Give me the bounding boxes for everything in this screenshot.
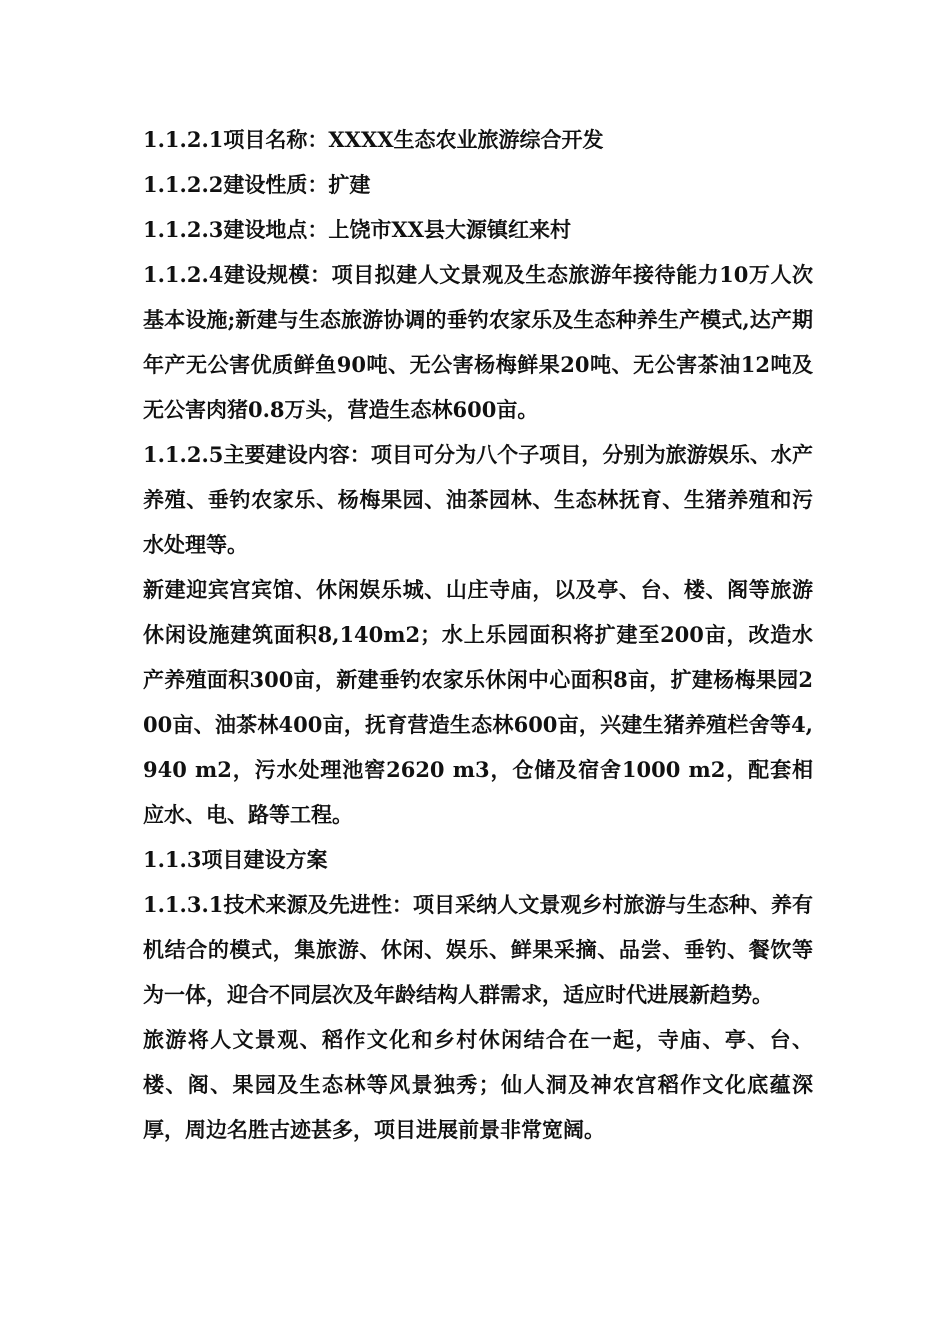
paragraph-project-name: 1.1.2.1项目名称：XXXX生态农业旅游综合开发: [143, 127, 604, 152]
paragraph-construction-nature: 1.1.2.2建设性质：扩建: [143, 172, 371, 197]
paragraph-technology-source: 1.1.3.1技术来源及先进性：项目采纳人文景观乡村旅游与生态种、养有机结合的模式，集旅游、休闲、娱乐、鲜果采摘、品尝、垂钓、餐饮等为一体，迎合不同层次及年龄结构人群需求，适应时代进展新趋势。: [143, 892, 813, 1007]
paragraph-tourism-outlook: 旅游将人文景观、稻作文化和乡村休闲结合在一起，寺庙、亭、台、楼、阁、果园及生态林等风景独秀；仙人洞及神农宫稻作文化底蕴深厚，周边名胜古迹甚多，项目进展前景非常宽阔。: [143, 1027, 813, 1142]
paragraph-construction-scale: 1.1.2.4建设规模：项目拟建人文景观及生态旅游年接待能力10万人次基本设施;新建与生态旅游协调的垂钓农家乐及生态种养生产模式,达产期年产无公害优质鲜鱼90吨、无公害杨梅鲜果20吨、无公害茶油12吨及无公害肉猪0.8万头，营造生态林600亩。: [143, 262, 813, 422]
paragraph-main-content: 1.1.2.5主要建设内容：项目可分为八个子项目，分别为旅游娱乐、水产养殖、垂钓农家乐、杨梅果园、油茶园林、生态林抚育、生猪养殖和污水处理等。: [143, 442, 813, 557]
document-body: [143, 117, 813, 1152]
paragraph-construction-site: 1.1.2.3建设地点：上饶市XX县大源镇红来村: [143, 217, 571, 242]
paragraph-new-facilities: 新建迎宾宫宾馆、休闲娱乐城、山庄寺庙，以及亭、台、楼、阁等旅游休闲设施建筑面积8,140m2；水上乐园面积将扩建至200亩，改造水产养殖面积300亩，新建垂钓农家乐休闲中心面积8亩，扩建杨梅果园200亩、油茶林400亩，抚育营造生态林600亩，兴建生猪养殖栏舍等4,940 m2，污水处理池窖2620 m3，仓储及宿舍1000 m2，配套相应水、电、路等工程。: [143, 577, 813, 827]
section-heading-construction-plan: 1.1.3项目建设方案: [143, 847, 328, 872]
